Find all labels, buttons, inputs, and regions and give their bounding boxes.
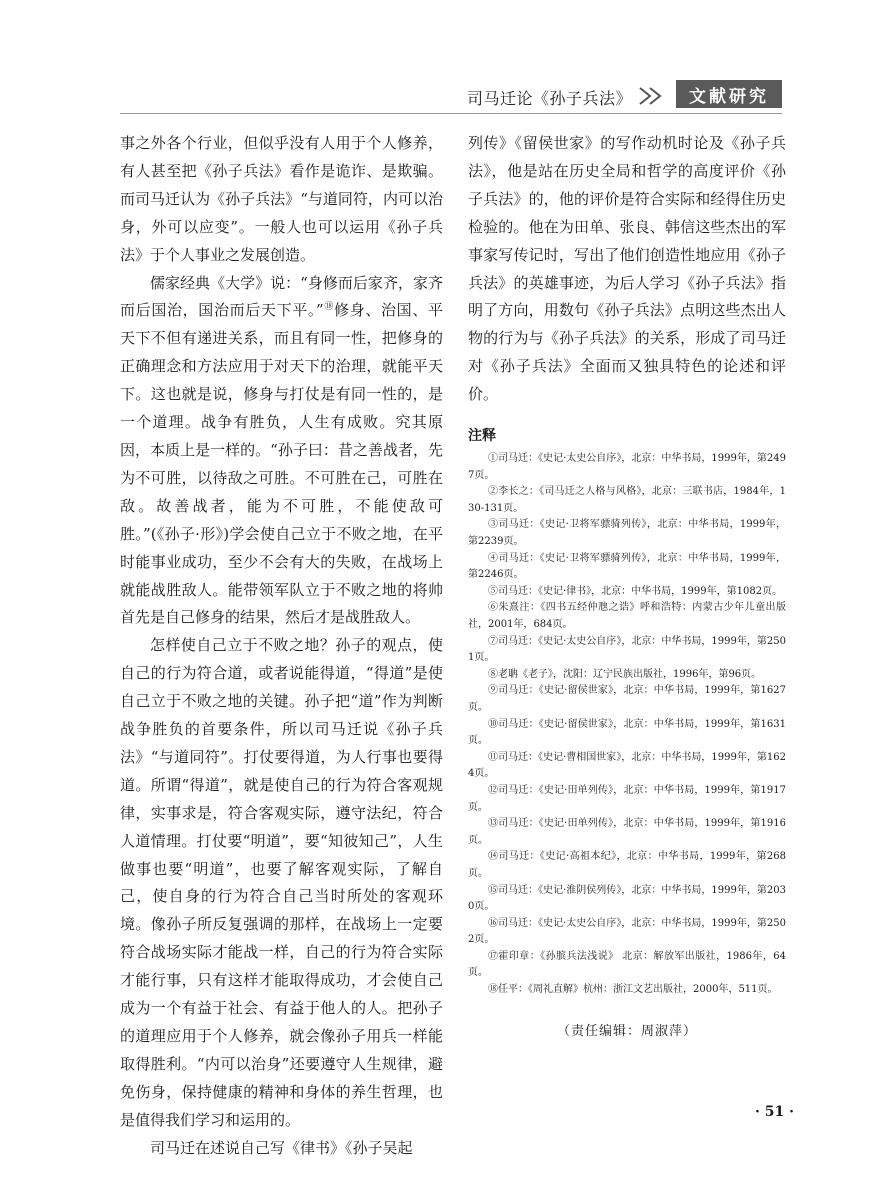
notes-heading: 注释 [468,428,496,445]
responsible-editor: （责任编辑：周淑萍） [556,1023,697,1039]
note-item: ⑪司马迁：《史记·曹相国世家》，北京：中华书局，1999年，第1624页。 [468,751,786,780]
body-paragraph: 怎样使自己立于不败之地？孙子的观点，使自己的行为符合道，或者说能得道，“得道”是使自己立于不败之地的关键。孙子把“道”作为判断战争胜负的首要条件，所以司马迁说《孙子兵法》“与道同符”。打仗要得道，为人行事也要得道。所谓“得道”，就是使自己的行为符合客观规律，实事求是，符合客观实际，遵守法纪，符合人道情理。打仗要“明道”，要“知彼知己”，人生做事也要“明道”，也要了解客观实际，了解自己，使自身的行为符合自己当时所处的客观环境。像孙子所反复强调的那样，在战场上一定要符合战场实际才能战一样，自己的行为符合实际才能行事，只有这样才能取得成功，才会使自己成为一个有益于社会、有益于他人的人。把孙子的道理应用于个人修养，就会像孙子用兵一样能取得胜利。“内可以治身”还要遵守人生规律，避免伤身，保持健康的精神和身体的养生哲理，也是值得我们学习和运用的。 [120,636,443,1129]
note-item: ⑱任平：《周礼直解》杭州：浙江文艺出版社，2000年，511页。 [488,984,778,996]
running-title: 司马迁论《孙子兵法》 [466,89,632,108]
note-item: ⑩司马迁：《史记·留侯世家》，北京：中华书局，1999年，第1631页。 [468,718,786,747]
note-item: ②李长之：《司马迁之人格与风格》，北京：三联书店，1984年，130-131页。 [468,486,786,514]
body-paragraph [120,270,443,633]
body-paragraph: 事之外各个行业，但似乎没有人用于个人修养，有人甚至把《孙子兵法》看作是诡诈、是欺骗。而司马迁认为《孙子兵法》“与道同符，内可以治身，外可以应变”。一般人也可以运用《孙子兵法》于个人事业之发展创造。 [120,134,443,264]
note-item: ⑫司马迁：《史记·田单列传》，北京：中华书局，1999年，第1917页。 [468,784,786,813]
note-item: ⑤司马迁：《史记·律书》，北京：中华书局，1999年，第1082页。 [488,585,783,597]
note-item: ⑬司马迁：《史记·田单列传》，北京：中华书局，1999年，第1916页。 [468,818,786,846]
note-item: ⑧老聃《老子》，沈阳：辽宁民族出版社，1996年，第96页。 [488,668,762,680]
paragraph-text: 儒家经典《大学》说：“身修而后家齐，家齐而后国治，国治而后天下平。” [120,273,443,320]
footnote-marker: ⑱ [323,302,335,313]
section-label: 文献研究 [676,80,782,108]
page-number: · 51 · [755,1104,794,1120]
note-item: ④司马迁：《史记·卫将军骠骑列传》，北京：中华书局，1999年，第2246页。 [468,552,786,581]
running-header [120,80,782,116]
note-item: ⑦司马迁：《史记·太史公自序》，北京：中华书局，1999年，第2501页。 [468,635,786,664]
header-divider [120,113,782,114]
left-column [120,130,443,1157]
note-item: ③司马迁：《史记·卫将军骠骑列传》，北京：中华书局，1999年，第2239页。 [468,519,786,548]
note-item: ⑰霍印章：《孙膑兵法浅说》 北京：解放军出版社，1986年，64页。 [468,950,786,979]
body-paragraph: 司马迁在述说自己写《律书》《孙子吴起 [150,1138,413,1157]
right-column [468,130,786,1130]
double-chevron-icon [636,86,672,106]
paragraph-text: 修身、治国、平天下不但有递进关系，而且有同一性，把修身的正确理念和方法应用于对天下的治理，就能平天下。这也就是说，修身与打仗是有同一性的，是一个道理。战争有胜负，人生有成败。究其原因，本质上是一样的。“孙子曰：昔之善战者，先为不可胜，以待敌之可胜。不可胜在己，可胜在敌。故善战者，能为不可胜，不能使敌可胜。”(《孙子·形》)学会使自己立于不败之地，在平时能事业成功，至少不会有大的失败，在战场上就能战胜敌人。能带领军队立于不败之地的将帅首先是自己修身的结果，然后才是战胜敌人。 [120,301,443,627]
note-item: ⑯司马迁：《史记·太史公自序》，北京：中华书局，1999年，第2502页。 [468,917,786,946]
note-item: ⑭司马迁：《史记·高祖本纪》，北京：中华书局，1999年，第268页。 [468,851,786,879]
note-item: ⑨司马迁：《史记·留侯世家》，北京：中华书局，1999年，第1627页。 [468,685,786,713]
body-paragraph: 列传》《留侯世家》的写作动机时论及《孙子兵法》，他是站在历史全局和哲学的高度评价《孙子兵法》的，他的评价是符合实际和经得住历史检验的。他在为田单、张良、韩信这些杰出的军事家写传记时，写出了他们创造性地应用《孙子兵法》的英雄事迹，为后人学习《孙子兵法》指明了方向，用数句《孙子兵法》点明这些杰出人物的行为与《孙子兵法》的关系，形成了司马迁对《孙子兵法》全面而又独具特色的论述和评价。 [468,134,786,404]
note-item: ⑥朱熹注：《四书五经仲虺之诰》呼和浩特：内蒙古少年儿童出版社，2001年，684页。 [468,602,786,630]
note-item: ⑮司马迁：《史记·淮阴侯列传》，北京：中华书局，1999年，第2030页。 [468,884,786,913]
notes-list [468,451,786,999]
note-item: ①司马迁：《史记·太史公自序》，北京：中华书局，1999年，第2497页。 [468,453,786,481]
